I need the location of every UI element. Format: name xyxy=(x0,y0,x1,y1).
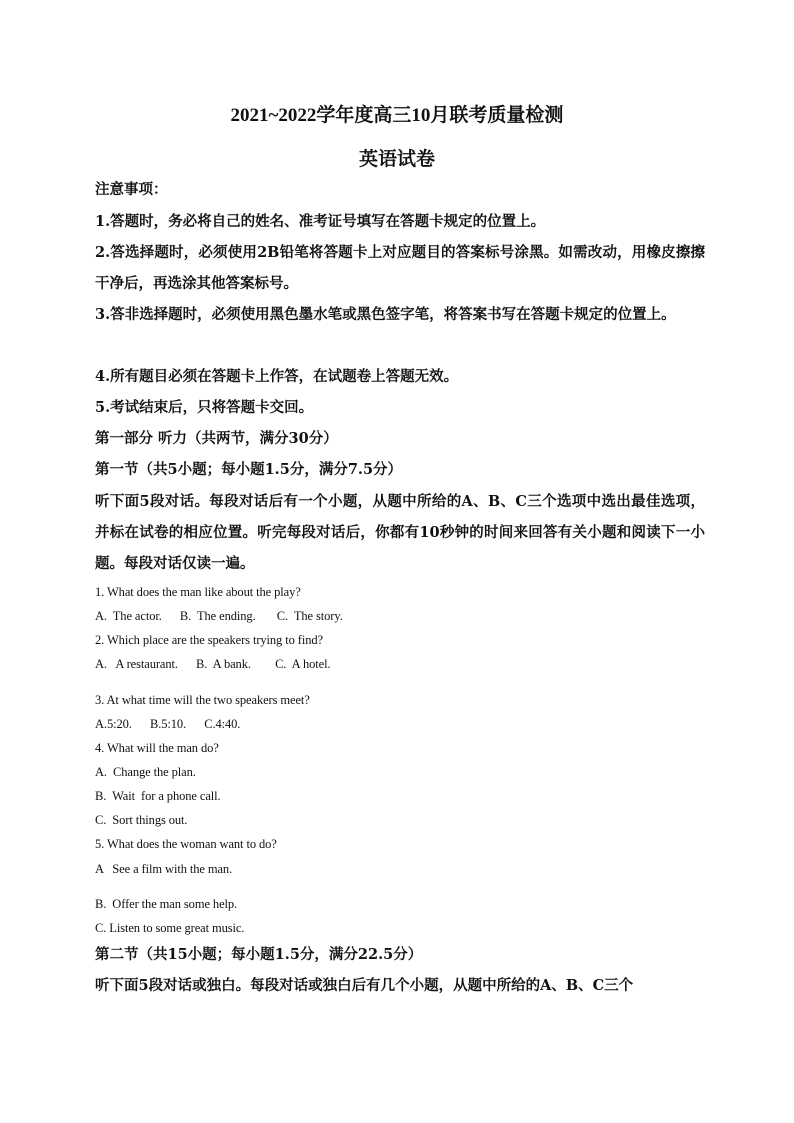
question-4: 4. What will the man do? xyxy=(95,741,219,755)
section2-heading: 第二节（共15小题；每小题1.5分，满分22.5分） xyxy=(95,946,423,963)
question-5-option-b: B. Offer the man some help. xyxy=(95,897,238,911)
question-2-options: A. A restaurant. B. A bank. C. A hotel. xyxy=(95,657,331,671)
question-1-options: A. The actor. B. The ending. C. The story. xyxy=(95,609,343,623)
part1-heading: 第一部分 听力（共两节，满分30分） xyxy=(95,430,338,447)
exam-subtitle: 英语试卷 xyxy=(358,149,435,170)
question-5: 5. What does the woman want to do? xyxy=(95,837,277,851)
exam-title: 2021~2022学年度高三10月联考质量检测 xyxy=(230,105,564,126)
notice-heading: 注意事项： xyxy=(95,181,168,198)
question-4-option-b: B. Wait for a phone call. xyxy=(95,789,221,803)
notice-item-4: 4.所有题目必须在答题卡上作答，在试题卷上答题无效。 xyxy=(95,368,459,385)
notice-item-5: 5.考试结束后，只将答题卡交回。 xyxy=(95,399,314,416)
question-2: 2. Which place are the speakers trying to find? xyxy=(95,633,323,647)
question-4-option-c: C. Sort things out. xyxy=(95,813,188,827)
question-5-option-c: C. Listen to some great music. xyxy=(95,921,245,935)
question-4-option-a: A. Change the plan. xyxy=(95,765,196,779)
question-1: 1. What does the man like about the play? xyxy=(95,585,301,599)
question-3-options: A.5:20. B.5:10. C.4:40. xyxy=(95,717,241,731)
section1-instructions: 听下面5段对话。每段对话后有一个小题，从题中所给的A、B、C三个选项中选出最佳选项，并标在试卷的相应位置。听完每段对话后，你都有10秒钟的时间来回答有关小题和阅读下一小题。每段对话仅读一遍。 xyxy=(95,493,705,572)
notice-item-2: 2.答选择题时，必须使用2B铅笔将答题卡上对应题目的答案标号涂黑。如需改动，用橡皮擦擦干净后，再选涂其他答案标号。 xyxy=(95,244,705,292)
notice-item-1: 1.答题时，务必将自己的姓名、准考证号填写在答题卡规定的位置上。 xyxy=(95,213,546,230)
question-3: 3. At what time will the two speakers meet? xyxy=(95,693,310,707)
question-5-option-a: A See a film with the man. xyxy=(95,862,233,876)
section1-heading: 第一节（共5小题；每小题1.5分，满分7.5分） xyxy=(95,461,403,478)
notice-item-3: 3.答非选择题时，必须使用黑色墨水笔或黑色签字笔，将答案书写在答题卡规定的位置上。 xyxy=(95,306,676,323)
section2-instructions: 听下面5段对话或独白。每段对话或独白后有几个小题，从题中所给的A、B、C三个 xyxy=(95,977,634,994)
